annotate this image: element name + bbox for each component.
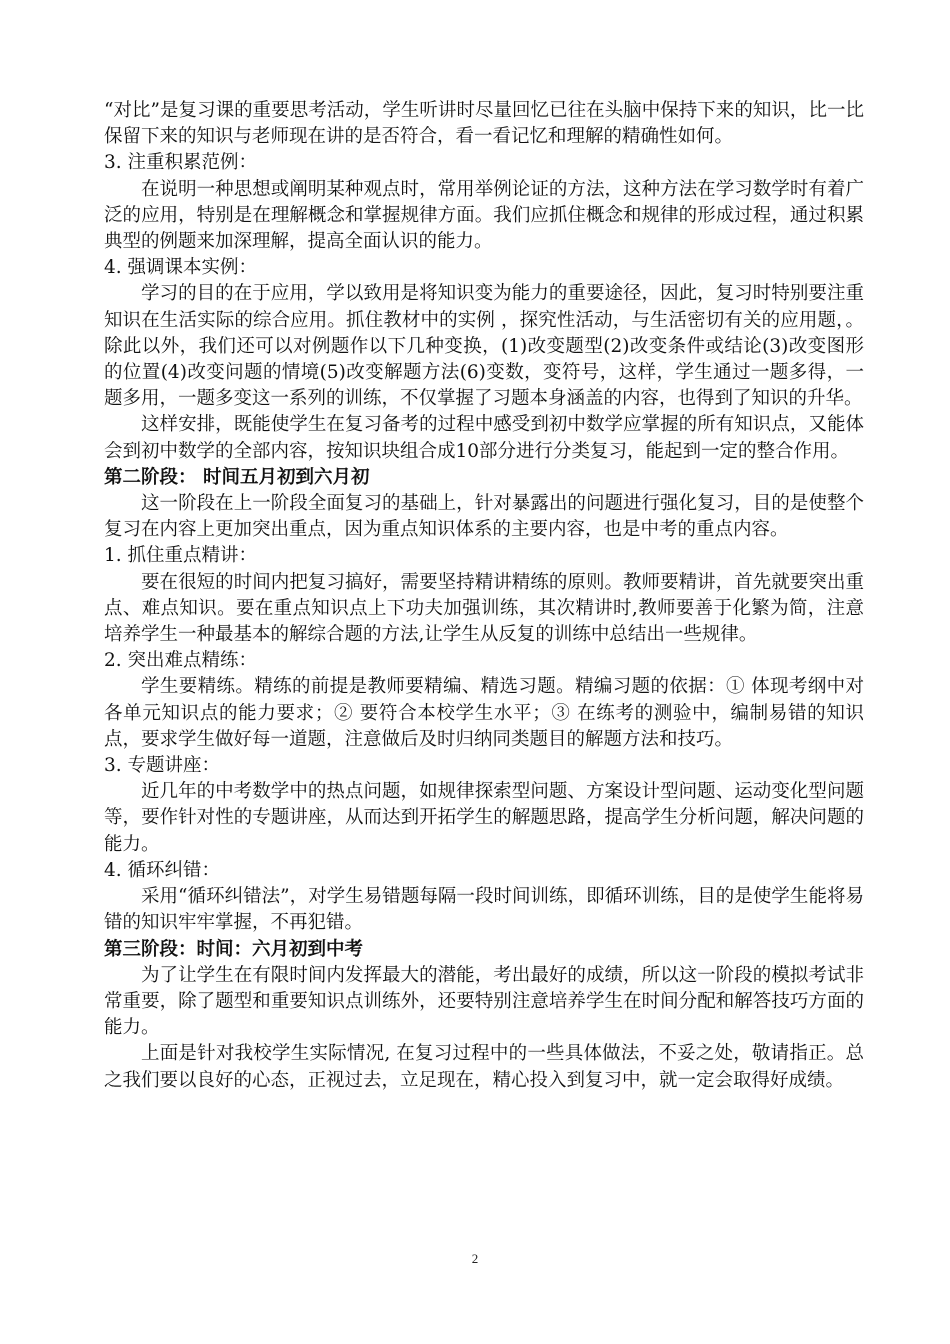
paragraph-conclusion: 上面是针对我校学生实际情况, 在复习过程中的一些具体做法，不妥之处，敬请指正。总之我们要以良好的心态，正视过去，立足现在，精心投入到复习中，就一定会取得好成绩。 [104, 1043, 864, 1091]
stage-2-heading: 第二阶段： 时间五月初到六月初 [104, 466, 370, 488]
paragraph-contrast: “对比”是复习课的重要思考活动，学生听讲时尽量回忆已往在头脑中保持下来的知识，比一比保留下来的知识与老师现在讲的是否符合，看一看记忆和理解的精确性如何。 [104, 100, 864, 148]
paragraph-key-points: 要在很短的时间内把复习搞好，需要坚持精讲精练的原则。教师要精讲，首先就要突出重点、难点知识。要在重点知识点上下功夫加强训练，其次精讲时,教师要善于化繁为简，注意培养学生一种最基本的解综合题的方法,让学生从反复的训练中总结出一些规律。 [104, 571, 864, 646]
document-body [104, 98, 864, 1094]
subitem-2-heading: 2. 突出难点精练： [104, 650, 258, 672]
paragraph-arrangement: 这样安排，既能使学生在复习备考的过程中感受到初中数学应掌握的所有知识点，又能体会到初中数学的全部内容，按知识块组合成10部分进行分类复习，能起到一定的整合作用。 [104, 414, 864, 462]
paragraph-stage-2: 这一阶段在上一阶段全面复习的基础上，针对暴露出的问题进行强化复习，目的是使整个复习在内容上更加突出重点，因为重点知识体系的主要内容，也是中考的重点内容。 [104, 493, 864, 541]
subitem-1-heading: 1. 抓住重点精讲： [104, 545, 258, 567]
item-3-heading: 3. 注重积累范例： [104, 152, 258, 174]
paragraph-error-correction: 采用“循环纠错法”，对学生易错题每隔一段时间训练，即循环训练，目的是使学生能将易错的知识牢牢掌握，不再犯错。 [104, 886, 864, 934]
page-number: 2 [471, 1251, 479, 1266]
subitem-4-heading: 4. 循环纠错： [104, 859, 221, 881]
paragraph-stage-3: 为了让学生在有限时间内发挥最大的潜能，考出最好的成绩，所以这一阶段的模拟考试非常重要，除了题型和重要知识点训练外，还要特别注意培养学生在时间分配和解答技巧方面的能力。 [104, 964, 864, 1039]
item-4-heading: 4. 强调课本实例： [104, 257, 258, 279]
paragraph-lectures: 近几年的中考数学中的热点问题，如规律探索型问题、方案设计型问题、运动变化型问题等，要作针对性的专题讲座，从而达到开拓学生的解题思路，提高学生分析问题，解决问题的能力。 [104, 781, 864, 855]
stage-3-heading: 第三阶段：时间：六月初到中考 [104, 938, 364, 960]
subitem-3-heading: 3. 专题讲座： [104, 755, 221, 777]
paragraph-practice: 学生要精练。精练的前提是教师要精编、精选习题。精编习题的依据：① 体现考纲中对各单元知识点的能力要求；② 要符合本校学生水平；③ 在练考的测验中，编制易错的知识点，要求学生做好每一道题，注意做后及时归纳同类题目的解题方法和技巧。 [104, 676, 864, 750]
paragraph-textbook: 学习的目的在于应用，学以致用是将知识变为能力的重要途径，因此，复习时特别要注重知识在生活实际的综合应用。抓住教材中的实例 ，探究性活动，与生活密切有关的应用题，。除此以外，我们还可以对例题作以下几种变换，(1)改变题型(2)改变条件或结论(3)改变图形的位置(4)改变问题的情境(5)改变解题方法(6)变数，变符号，这样，学生通过一题多得，一题多用，一题多变这一系列的训练，不仅掌握了习题本身涵盖的内容，也得到了知识的升华。 [104, 283, 864, 410]
paragraph-examples: 在说明一种思想或阐明某种观点时，常用举例论证的方法，这种方法在学习数学时有着广泛的应用，特别是在理解概念和掌握规律方面。我们应抓住概念和规律的形成过程，通过积累典型的例题来加深理解，提高全面认识的能力。 [104, 178, 864, 253]
